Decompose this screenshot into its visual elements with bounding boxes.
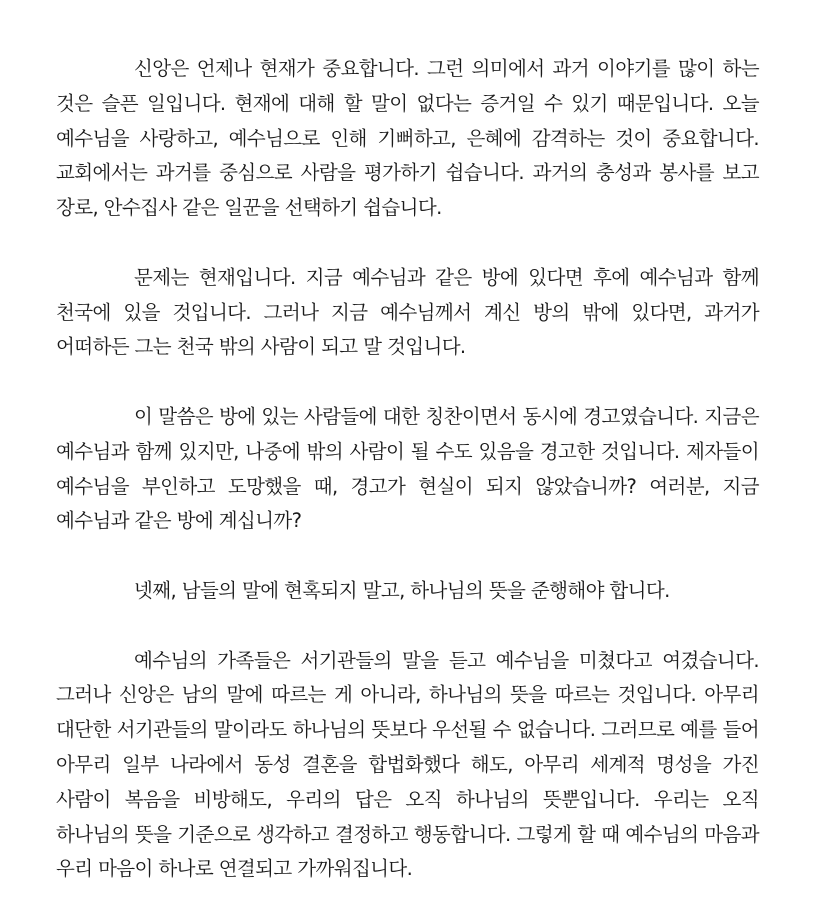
section-heading-fourth: 넷째, 남들의 말에 현혹되지 말고, 하나님의 뜻을 준행해야 합니다. xyxy=(134,578,670,602)
paragraph-gap xyxy=(56,365,759,400)
document-body xyxy=(56,52,759,887)
paragraph-gods-will: 예수님의 가족들은 서기관들의 말을 듣고 예수님을 미쳤다고 여겼습니다. 그러나 신앙은 남의 말에 따르는 게 아니라, 하나님의 뜻을 따르는 것입니다. 아무리 대단한 서기관들의 말이라도 하나님의 뜻보다 우선될 수 없습니다. 그러므로 예를 들어 아무리 일부 나라에서 동성 결혼을 합법화했다 해도, 아무리 세계적 명성을 가진 사람이 복음을 비방해도, 우리의 답은 오직 하나님의 뜻뿐입니다. 우리는 오직 하나님의 뜻을 기준으로 생각하고 결정하고 행동합니다. 그렇게 할 때 예수님의 마음과 우리 마음이 하나로 연결되고 가까워집니다. xyxy=(56,648,759,881)
paragraph-gap xyxy=(56,609,759,644)
paragraph-warning: 이 말씀은 방에 있는 사람들에 대한 칭찬이면서 동시에 경고였습니다. 지금은 예수님과 함께 있지만, 나중에 밖의 사람이 될 수도 있음을 경고한 것입니다. 제자들이 예수님을 부인하고 도망했을 때, 경고가 현실이 되지 않았습니까? 여러분, 지금 예수님과 같은 방에 계십니까? xyxy=(56,404,759,533)
paragraph-gap xyxy=(56,539,759,574)
paragraph-gap xyxy=(56,226,759,261)
paragraph-faith-present: 신앙은 언제나 현재가 중요합니다. 그런 의미에서 과거 이야기를 많이 하는 것은 슬픈 일입니다. 현재에 대해 할 말이 없다는 증거일 수 있기 때문입니다. 오늘 예수님을 사랑하고, 예수님으로 인해 기뻐하고, 은혜에 감격하는 것이 중요합니다. 교회에서는 과거를 중심으로 사람을 평가하기 쉽습니다. 과거의 충성과 봉사를 보고 장로, 안수집사 같은 일꾼을 선택하기 쉽습니다. xyxy=(56,57,759,220)
paragraph-problem-present: 문제는 현재입니다. 지금 예수님과 같은 방에 있다면 후에 예수님과 함께 천국에 있을 것입니다. 그러나 지금 예수님께서 계신 방의 밖에 있다면, 과거가 어떠하든 그는 천국 밖의 사람이 되고 말 것입니다. xyxy=(56,265,759,359)
